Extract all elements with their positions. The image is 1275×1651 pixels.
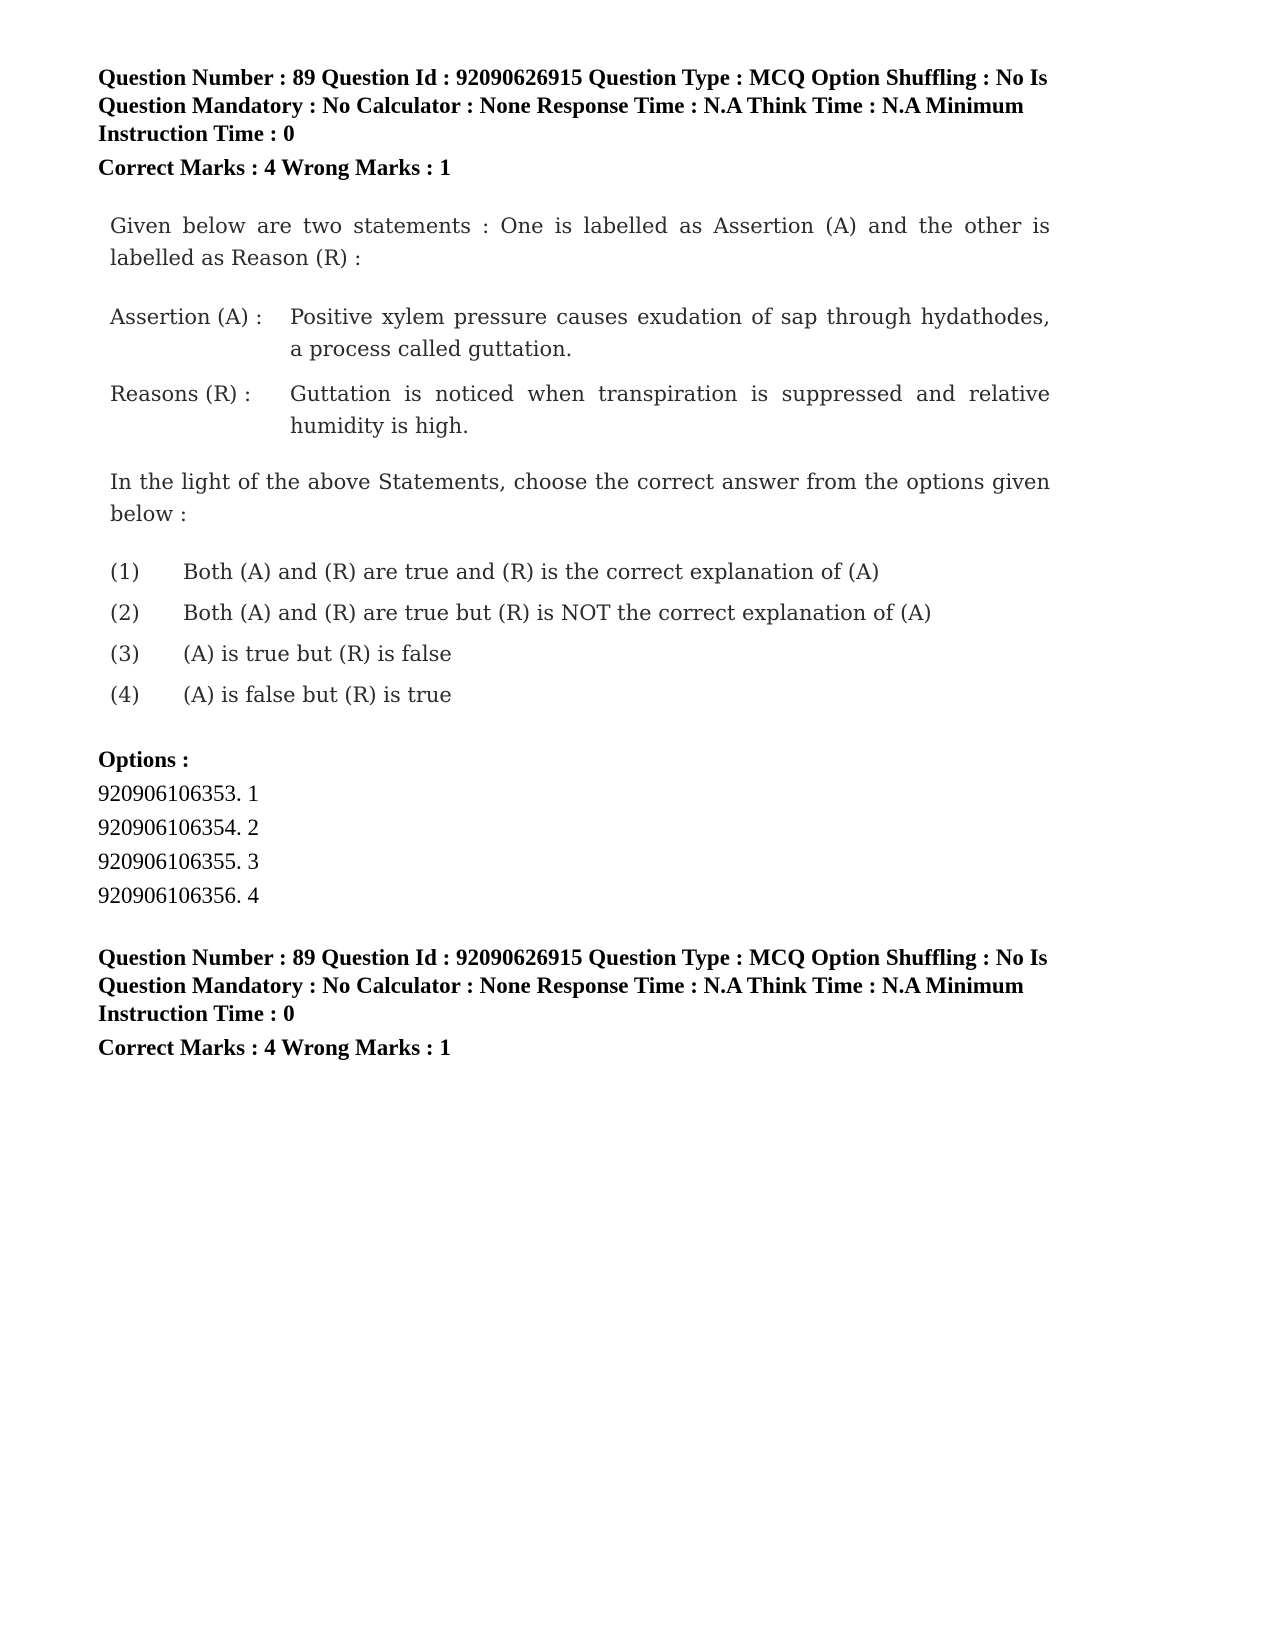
option-item: 920906106356. 4 bbox=[98, 883, 259, 908]
option-item: 920906106355. 3 bbox=[98, 849, 259, 874]
header-line: Question Mandatory : No Calculator : None Response Time : N.A Think Time : N.A Minimum bbox=[98, 973, 1024, 998]
choice-text: (A) is true but (R) is false bbox=[183, 642, 452, 666]
question-header bbox=[98, 64, 1178, 182]
option-item: 920906106353. 1 bbox=[98, 781, 259, 806]
assertion-text: Positive xylem pressure causes exudation of sap through hydathodes, a process called guttation. bbox=[290, 305, 1050, 361]
header-line: Question Number : 89 Question Id : 92090626915 Question Type : MCQ Option Shuffling : No Is bbox=[98, 945, 1048, 970]
options-heading: Options : bbox=[98, 747, 190, 772]
choice-text: Both (A) and (R) are true and (R) is the correct explanation of (A) bbox=[183, 560, 880, 584]
marks-line: Correct Marks : 4 Wrong Marks : 1 bbox=[98, 155, 451, 180]
choice-text: Both (A) and (R) are true but (R) is NOT the correct explanation of (A) bbox=[183, 601, 932, 625]
question-intro: Given below are two statements : One is labelled as Assertion (A) and the other is labelled as Reason (R) : bbox=[110, 214, 1050, 270]
header-line: Question Number : 89 Question Id : 92090626915 Question Type : MCQ Option Shuffling : No Is bbox=[98, 65, 1048, 90]
reason-label: Reasons (R) : bbox=[110, 382, 252, 406]
answer-choice bbox=[110, 597, 1050, 638]
choice-number: (4) bbox=[110, 683, 140, 707]
choice-number: (1) bbox=[110, 560, 140, 584]
reason-statement bbox=[110, 378, 1050, 442]
reason-text: Guttation is noticed when transpiration is suppressed and relative humidity is high. bbox=[290, 382, 1050, 438]
options-list bbox=[98, 743, 259, 913]
header-line: Instruction Time : 0 bbox=[98, 121, 295, 146]
choice-number: (2) bbox=[110, 601, 140, 625]
choice-text: (A) is false but (R) is true bbox=[183, 683, 452, 707]
header-line: Question Mandatory : No Calculator : None Response Time : N.A Think Time : N.A Minimum bbox=[98, 93, 1024, 118]
choice-number: (3) bbox=[110, 642, 140, 666]
question-header bbox=[98, 944, 1178, 1062]
assertion-label: Assertion (A) : bbox=[110, 305, 263, 329]
assertion-statement bbox=[110, 301, 1050, 365]
answer-choice bbox=[110, 556, 1050, 597]
question-instruction: In the light of the above Statements, choose the correct answer from the options given below : bbox=[110, 470, 1050, 526]
answer-choice bbox=[110, 638, 1050, 679]
header-line: Instruction Time : 0 bbox=[98, 1001, 295, 1026]
option-item: 920906106354. 2 bbox=[98, 815, 259, 840]
answer-choice bbox=[110, 679, 1050, 720]
marks-line: Correct Marks : 4 Wrong Marks : 1 bbox=[98, 1035, 451, 1060]
answer-choices bbox=[110, 556, 1050, 720]
